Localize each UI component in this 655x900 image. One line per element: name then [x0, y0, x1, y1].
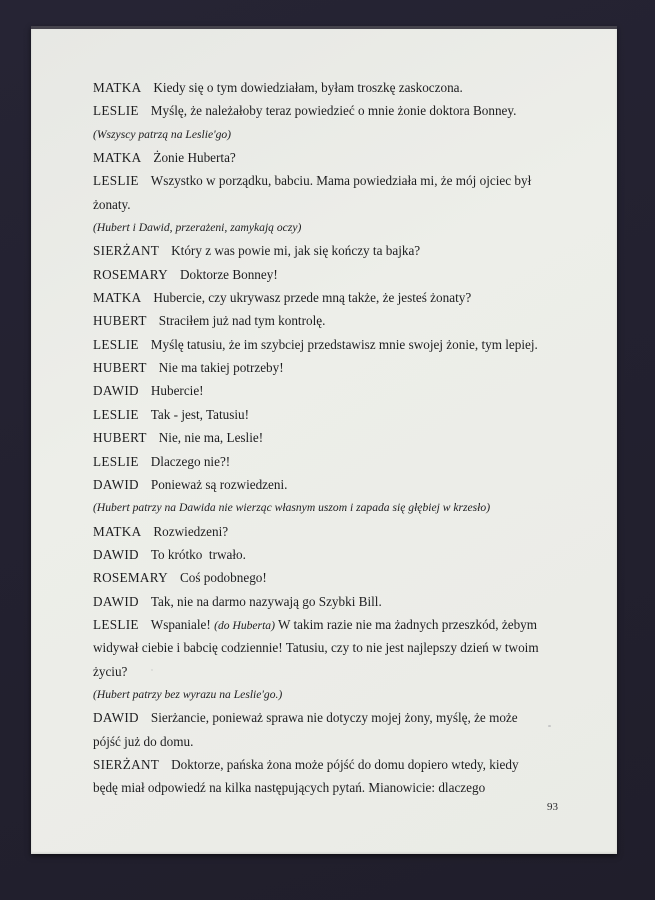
stage-direction-text: (Hubert i Dawid, przerażeni, zamykają oczy) — [93, 221, 302, 235]
dialogue-line — [93, 379, 571, 402]
dialogue-text: Który z was powie mi, jak się kończy ta bajka? — [171, 243, 421, 259]
script-page-paper — [31, 26, 617, 854]
dialogue-line — [93, 566, 571, 589]
stage-direction-line — [93, 216, 571, 239]
dialogue-text: Ponieważ są rozwiedzeni. — [150, 476, 288, 492]
script-text-block — [93, 76, 571, 800]
dialogue-text: Nie ma takiej potrzeby! — [158, 360, 284, 376]
dialogue-text: będę miał odpowiedź na kilka następujących pytań. Mianowicie: dlaczego — [93, 780, 486, 796]
dialogue-text: Doktorze Bonney! — [179, 266, 278, 282]
dialogue-text: Straciłem już nad tym kontrolę. — [158, 313, 326, 329]
speaker-name: LESLIE — [93, 616, 139, 632]
dialogue-line — [93, 356, 571, 379]
dialogue-text: Rozwiedzeni? — [153, 523, 229, 539]
dialogue-line — [93, 286, 571, 309]
speaker-name: HUBERT — [93, 360, 147, 376]
dialogue-text: życiu? — [93, 663, 128, 679]
dialogue-text: Sierżancie, ponieważ sprawa nie dotyczy mojej żony, myślę, że może — [150, 710, 518, 726]
stage-direction-text: (Hubert patrzy bez wyrazu na Leslie'go.) — [93, 687, 283, 701]
dialogue-text: Żonie Huberta? — [153, 150, 236, 166]
dialogue-line — [93, 333, 571, 356]
dialogue-text: To krótko trwało. — [150, 546, 246, 562]
stage-direction-line — [93, 123, 571, 146]
dialogue-line — [93, 309, 571, 332]
speaker-name: DAWID — [93, 546, 139, 562]
dialogue-line — [93, 590, 571, 613]
speaker-name: LESLIE — [93, 173, 139, 189]
dialogue-text: Hubercie, czy ukrywasz przede mną także, że jesteś żonaty? — [153, 290, 472, 306]
scan-speck — [151, 669, 153, 671]
speaker-name: MATKA — [93, 290, 142, 306]
dialogue-continuation-line — [93, 636, 571, 659]
dialogue-text: Hubercie! — [150, 383, 204, 399]
speaker-name: MATKA — [93, 150, 142, 166]
dialogue-text: Doktorze, pańska żona może pójść do domu dopiero wtedy, kiedy — [171, 756, 519, 772]
dialogue-continuation-line — [93, 660, 571, 683]
speaker-name: DAWID — [93, 593, 139, 609]
dialogue-text: Nie, nie ma, Leslie! — [158, 430, 264, 446]
dialogue-line — [93, 450, 571, 473]
dialogue-text: Wszystko w porządku, babciu. Mama powiedziała mi, że mój ojciec był — [150, 173, 532, 189]
speaker-name: ROSEMARY — [93, 266, 168, 282]
stage-direction-text: (Hubert patrzy na Dawida nie wierząc własnym uszom i zapada się głębiej w krzesło) — [93, 501, 491, 515]
dialogue-text: pójść już do domu. — [93, 733, 194, 749]
dialogue-text: Tak - jest, Tatusiu! — [150, 406, 250, 422]
page-number: 93 — [547, 801, 558, 813]
dialogue-line — [93, 99, 571, 122]
stage-direction-text: (Wszyscy patrzą na Leslie'go) — [93, 127, 232, 141]
dialogue-text: Tak, nie na darmo nazywają go Szybki Bill. — [150, 593, 382, 609]
speaker-name: LESLIE — [93, 103, 139, 119]
speaker-name: SIERŻANT — [93, 243, 160, 259]
stage-direction-text: (do Huberta) — [214, 618, 275, 632]
speaker-name: ROSEMARY — [93, 570, 168, 586]
dialogue-continuation-line — [93, 730, 571, 753]
dialogue-text: W takim razie nie ma żadnych przeszkód, żebym — [274, 616, 538, 632]
dialogue-line — [93, 426, 571, 449]
stage-direction-line — [93, 496, 571, 519]
speaker-name: DAWID — [93, 710, 139, 726]
speaker-name: HUBERT — [93, 313, 147, 329]
dialogue-text: Myślę tatusiu, że im szybciej przedstawisz mnie swojej żonie, tym lepiej. — [150, 336, 538, 352]
dialogue-line — [93, 76, 571, 99]
stage-direction-line — [93, 683, 571, 706]
speaker-name: SIERŻANT — [93, 756, 160, 772]
speaker-name: LESLIE — [93, 453, 139, 469]
scan-speck — [548, 725, 551, 727]
dialogue-text: żonaty. — [93, 196, 131, 212]
dialogue-line — [93, 753, 571, 776]
dialogue-line — [93, 403, 571, 426]
dialogue-line — [93, 520, 571, 543]
dialogue-line — [93, 263, 571, 286]
dialogue-text: Coś podobnego! — [179, 570, 267, 586]
speaker-name: LESLIE — [93, 336, 139, 352]
speaker-name: DAWID — [93, 476, 139, 492]
dialogue-text: Dlaczego nie?! — [150, 453, 231, 469]
speaker-name: HUBERT — [93, 430, 147, 446]
dialogue-line — [93, 239, 571, 262]
dialogue-text: widywał ciebie i babcię codziennie! Tatusiu, czy to nie jest najlepszy dzień w twoim — [93, 640, 539, 656]
dialogue-line — [93, 146, 571, 169]
dialogue-line — [93, 543, 571, 566]
dialogue-line — [93, 473, 571, 496]
dialogue-text: Myślę, że należałoby teraz powiedzieć o mnie żonie doktora Bonney. — [150, 103, 517, 119]
speaker-name: MATKA — [93, 80, 142, 95]
dialogue-line — [93, 613, 571, 636]
dialogue-line — [93, 169, 571, 192]
dialogue-continuation-line — [93, 193, 571, 216]
dialogue-line — [93, 706, 571, 729]
dialogue-continuation-line — [93, 776, 571, 799]
dialogue-text: Kiedy się o tym dowiedziałam, byłam troszkę zaskoczona. — [153, 80, 463, 95]
speaker-name: DAWID — [93, 383, 139, 399]
speaker-name: LESLIE — [93, 406, 139, 422]
dialogue-text: Wspaniale! — [150, 616, 215, 632]
speaker-name: MATKA — [93, 523, 142, 539]
